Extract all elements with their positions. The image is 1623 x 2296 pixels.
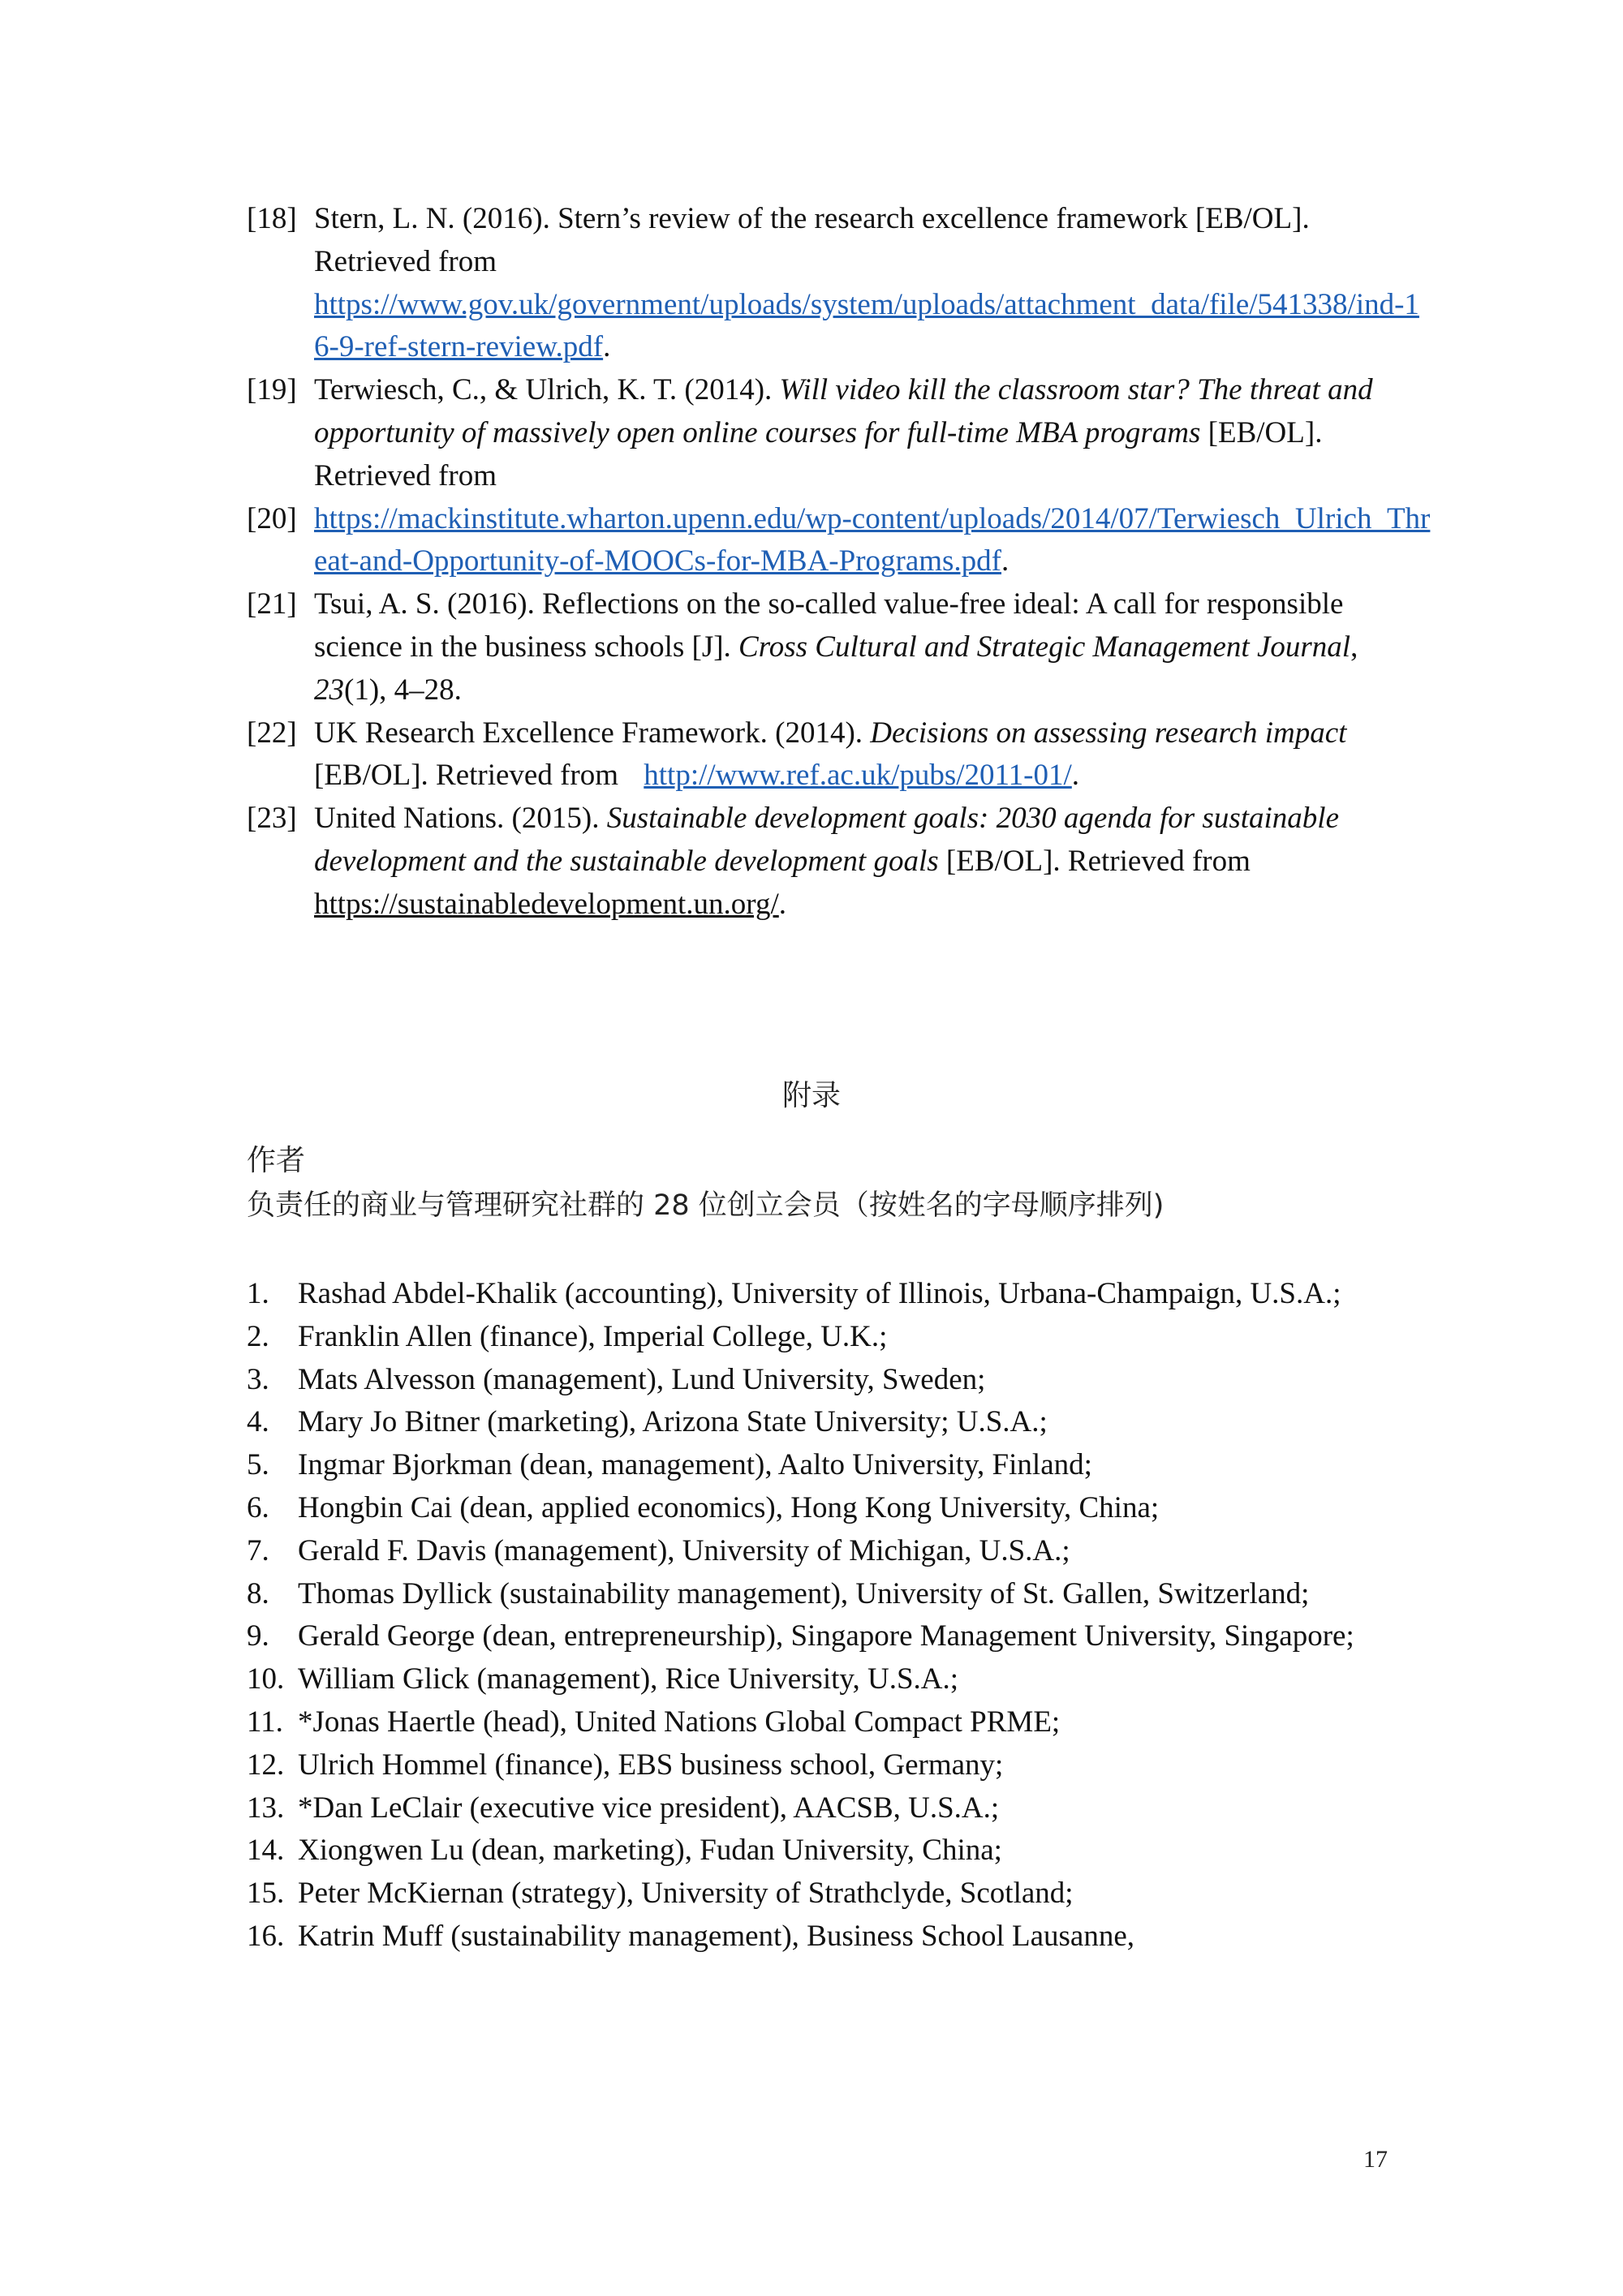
list-item: 6. Hongbin Cai (dean, applied economics), Hong Kong University, China; bbox=[247, 1490, 1160, 1524]
journal-title: Cross Cultural and Strategic Management Journal bbox=[738, 630, 1351, 664]
reference-link[interactable]: https://mackinstitute.wharton.upenn.edu/wp-content/uploads/2014/07/Terwiesch_Ulrich_Threat-and-Opportunity-of-MOOCs-for-MBA-Programs.pdf bbox=[314, 501, 1431, 578]
appendix-title: 附录 bbox=[781, 1079, 841, 1112]
reference-text: United Nations. (2015). bbox=[314, 802, 607, 836]
list-item: 5. Ingmar Bjorkman (dean, management), Aalto University, Finland; bbox=[247, 1448, 1092, 1482]
authors-heading: 作者 bbox=[247, 1144, 306, 1177]
list-item: 14. Xiongwen Lu (dean, marketing), Fudan University, China; bbox=[247, 1834, 1002, 1868]
reference-20: [20] https://mackinstitute.wharton.upenn.edu/wp-content/uploads/2014/07/Terwiesch_Ulrich_Threat-and-Opportunity-of-MOOCs-for-MBA-Programs.pdf. bbox=[247, 498, 1431, 584]
list-item: 9. Gerald George (dean, entrepreneurship), Singapore Management University, Singapore; bbox=[247, 1619, 1354, 1653]
list-item: 12. Ulrich Hommel (finance), EBS business school, Germany; bbox=[247, 1748, 1004, 1782]
reference-number: [22] bbox=[247, 716, 297, 750]
reference-number: [21] bbox=[247, 587, 297, 621]
reference-list bbox=[247, 198, 1431, 927]
reference-number: [20] bbox=[247, 501, 297, 535]
reference-18: [18] Stern, L. N. (2016). Stern’s review of the research excellence framework [EB/OL]. Retrieved from https://www.gov.uk/government/uploads/system/uploads/attachment_data/file/541338/ind-16-9-ref-stern-review.pdf. bbox=[247, 198, 1431, 369]
reference-19: [19] Terwiesch, C., & Ulrich, K. T. (2014). Will video kill the classroom star? The threat and opportunity of massively open online courses for full-time MBA programs [EB/OL]. Retrieved from bbox=[247, 369, 1431, 497]
list-item: 1. Rashad Abdel-Khalik (accounting), University of Illinois, Urbana-Champaign, U.S.A.; bbox=[247, 1277, 1341, 1310]
list-item: 15. Peter McKiernan (strategy), University of Strathclyde, Scotland; bbox=[247, 1877, 1074, 1911]
reference-text: Stern, L. N. (2016). Stern’s review of the research excellence framework [EB/OL]. Retrieved from bbox=[314, 202, 1310, 278]
reference-title: Sustainable development goals: 2030 agenda for sustainable development and the sustainable development goals bbox=[314, 802, 1339, 878]
founding-members-list bbox=[247, 1273, 1431, 1958]
reference-link[interactable]: http://www.ref.ac.uk/pubs/2011-01/ bbox=[644, 759, 1072, 793]
reference-title: Will video kill the classroom star? The threat and opportunity of massively open online courses for full-time MBA programs bbox=[314, 373, 1373, 449]
reference-23: [23] United Nations. (2015). Sustainable development goals: 2030 agenda for sustainable development and the sustainable development goals [EB/OL]. Retrieved from https://sustainabledevelopment.un.org/. bbox=[247, 798, 1431, 926]
reference-21: [21] Tsui, A. S. (2016). Reflections on the so-called value-free ideal: A call for responsible science in the business schools [J]. Cross Cultural and Strategic Management Journal, 23(1), 4–28. bbox=[247, 583, 1431, 712]
list-item: 16. Katrin Muff (sustainability management), Business School Lausanne, bbox=[247, 1919, 1135, 1953]
list-item: 11. *Jonas Haertle (head), United Nations Global Compact PRME; bbox=[247, 1705, 1061, 1739]
list-item: 10. William Glick (management), Rice University, U.S.A.; bbox=[247, 1662, 959, 1696]
reference-text: Tsui, A. S. (2016). Reflections on the so-called value-free ideal: A call for responsible science in the business schools [J]. bbox=[314, 587, 1344, 664]
reference-title: Decisions on assessing research impact bbox=[870, 716, 1347, 750]
reference-link[interactable]: https://sustainabledevelopment.un.org/ bbox=[314, 887, 779, 921]
reference-number: [23] bbox=[247, 802, 297, 836]
journal-volume: 23 bbox=[314, 673, 344, 707]
reference-link[interactable]: https://www.gov.uk/government/uploads/system/uploads/attachment_data/file/541338/ind-16-9-ref-stern-review.pdf bbox=[314, 287, 1419, 364]
authors-subtitle: 负责任的商业与管理研究社群的 28 位创立会员（按姓名的字母顺序排列) bbox=[247, 1189, 1165, 1222]
list-item: 3. Mats Alvesson (management), Lund University, Sweden; bbox=[247, 1362, 986, 1396]
reference-number: [19] bbox=[247, 373, 297, 407]
page-number: 17 bbox=[1363, 2146, 1388, 2173]
reference-text: UK Research Excellence Framework. (2014). bbox=[314, 716, 871, 750]
reference-22: [22] UK Research Excellence Framework. (2014). Decisions on assessing research impact [EB/OL]. Retrieved from http://www.ref.ac.uk/pubs/2011-01/. bbox=[247, 712, 1431, 798]
reference-number: [18] bbox=[247, 202, 297, 235]
reference-text: Terwiesch, C., & Ulrich, K. T. (2014). bbox=[314, 373, 780, 407]
list-item: 8. Thomas Dyllick (sustainability management), University of St. Gallen, Switzerland; bbox=[247, 1576, 1310, 1610]
list-item: 7. Gerald F. Davis (management), University of Michigan, U.S.A.; bbox=[247, 1533, 1070, 1567]
list-item: 13. *Dan LeClair (executive vice president), AACSB, U.S.A.; bbox=[247, 1791, 1000, 1825]
list-item: 2. Franklin Allen (finance), Imperial College, U.K.; bbox=[247, 1319, 888, 1353]
list-item: 4. Mary Jo Bitner (marketing), Arizona State University; U.S.A.; bbox=[247, 1405, 1048, 1439]
